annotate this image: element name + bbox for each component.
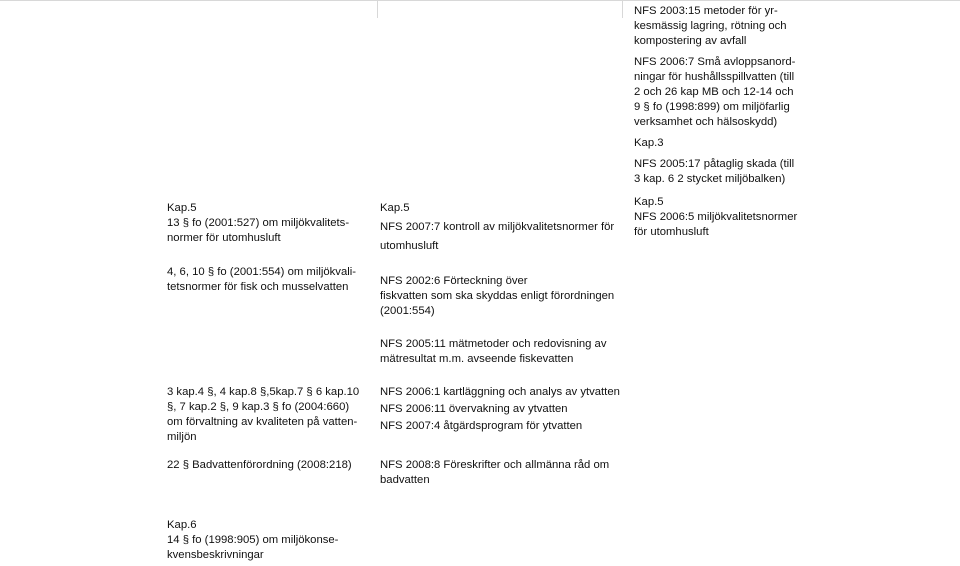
col2-kap5 <box>380 201 625 254</box>
nfs-2003-15: NFS 2003:15 metoder för yr- kesmässig lagring, rötning och kompostering av avfall <box>634 5 787 47</box>
nfs-2007-7-cont: utomhusluft <box>380 240 439 252</box>
col1-badvatten: 22 § Badvattenförordning (2008:218) <box>167 459 352 471</box>
col2-fisk: NFS 2002:6 Förteckning över fiskvatten som ska skyddas enligt förordningen (2001:554) <box>380 275 615 317</box>
col2-matmetoder: NFS 2005:11 mätmetoder och redovisning av mätresultat m.m. avseende fiskevatten <box>380 338 607 365</box>
column-divider <box>377 0 378 18</box>
kap-3-heading: Kap.3 <box>634 137 664 149</box>
col1-kap5: Kap.5 13 § fo (2001:527) om miljökvalitets- normer för utomhusluft <box>167 202 350 244</box>
col2-kap5-title: Kap.5 <box>380 202 410 214</box>
col1-vatten: 3 kap.4 §, 4 kap.8 §,5kap.7 § 6 kap.10 §, 7 kap.2 §, 9 kap.3 § fo (2004:660) om förvaltning av kvaliteten på vatten- miljön <box>167 386 360 443</box>
nfs-2007-4: NFS 2007:4 åtgärdsprogram för ytvatten <box>380 420 583 432</box>
nfs-2007-7: NFS 2007:7 kontroll av miljökvalitetsnormer för <box>380 221 615 233</box>
top-rule <box>0 0 960 1</box>
column-3-top <box>634 4 844 187</box>
col1-mkb: Kap.6 14 § fo (1998:905) om miljökonse- kvensbeskrivningar <box>167 519 339 561</box>
nfs-2005-17: NFS 2005:17 påtaglig skada (till 3 kap. 6 2 stycket miljöbalken) <box>634 158 795 185</box>
nfs-2006-1: NFS 2006:1 kartläggning och analys av ytvatten <box>380 386 620 398</box>
nfs-2006-11: NFS 2006:11 övervakning av ytvatten <box>380 403 568 415</box>
col2-ytvatten <box>380 385 640 434</box>
nfs-2006-7: NFS 2006:7 Små avloppsanord- ningar för hushållsspillvatten (till 2 och 26 kap MB och 12-14 och 9 § fo (1998:899) om miljöfarlig verksamhet och hälsoskydd) <box>634 56 796 128</box>
col3-kap5: Kap.5 NFS 2006:5 miljökvalitetsnormer för utomhusluft <box>634 196 798 238</box>
col2-badvatten: NFS 2008:8 Föreskrifter och allmänna råd om badvatten <box>380 459 610 486</box>
column-divider <box>622 0 623 18</box>
col1-fisk: 4, 6, 10 § fo (2001:554) om miljökvali- tetsnormer för fisk och musselvatten <box>167 266 357 293</box>
